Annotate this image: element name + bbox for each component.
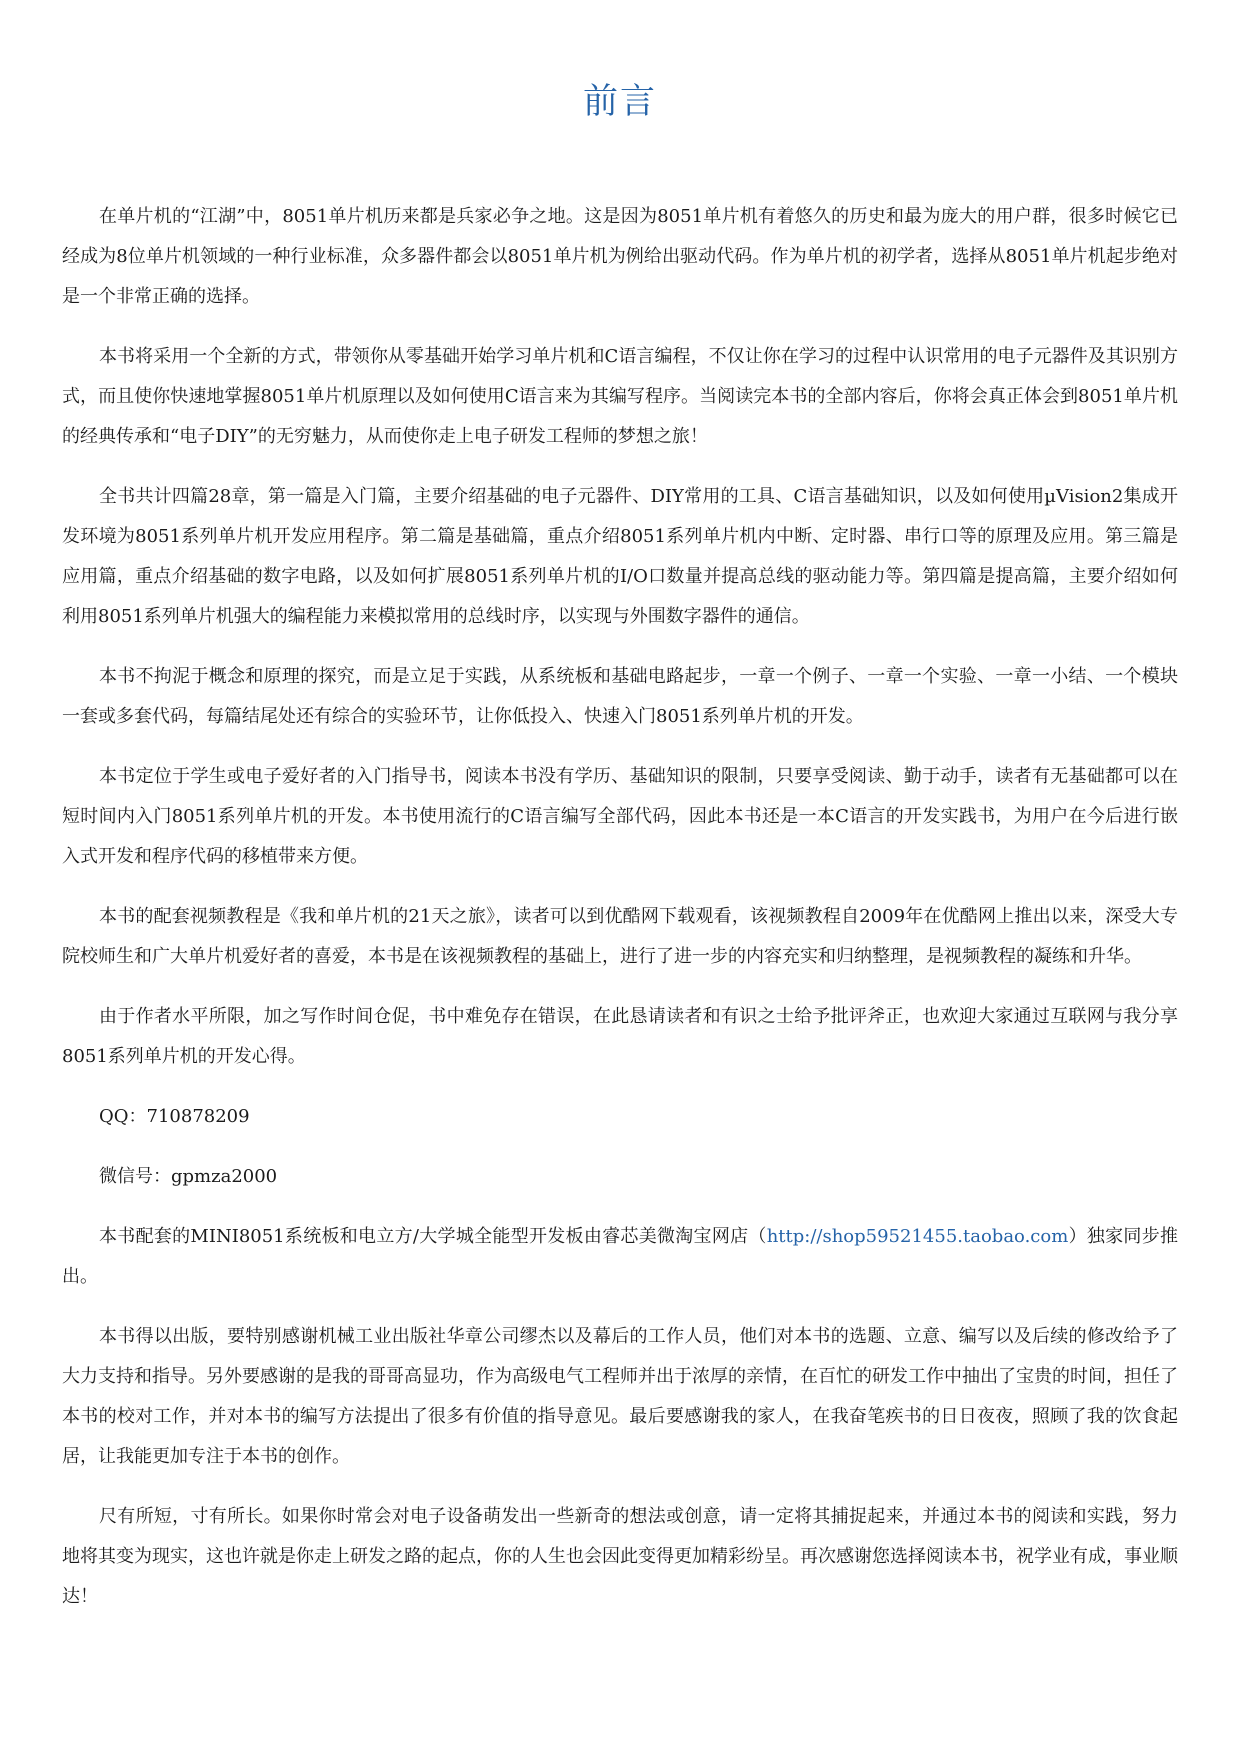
preface-body bbox=[62, 197, 1178, 1637]
shop-text-after: ）独家同步推出。 bbox=[62, 1226, 1178, 1287]
shop-link[interactable]: http://shop59521455.taobao.com bbox=[766, 1226, 1069, 1247]
paragraph-4: 本书不拘泥于概念和原理的探究，而是立足于实践，从系统板和基础电路起步，一章一个例子、一章一个实验、一章一小结、一个模块一套或多套代码，每篇结尾处还有综合的实验环节，让你低投入、快速入门8051系列单片机的开发。 bbox=[62, 666, 1178, 727]
paragraph-6: 本书的配套视频教程是《我和单片机的21天之旅》，读者可以到优酷网下载观看，该视频教程自2009年在优酷网上推出以来，深受大专院校师生和广大单片机爱好者的喜爱，本书是在该视频教程的基础上，进行了进一步的内容充实和归纳整理，是视频教程的凝练和升华。 bbox=[62, 906, 1178, 967]
paragraph-5: 本书定位于学生或电子爱好者的入门指导书，阅读本书没有学历、基础知识的限制，只要享受阅读、勤于动手，读者有无基础都可以在短时间内入门8051系列单片机的开发。本书使用流行的C语言编写全部代码，因此本书还是一本C语言的开发实践书，为用户在今后进行嵌入式开发和程序代码的移植带来方便。 bbox=[62, 766, 1178, 867]
acknowledgement-paragraph: 本书得以出版，要特别感谢机械工业出版社华章公司缪杰以及幕后的工作人员，他们对本书的选题、立意、编写以及后续的修改给予了大力支持和指导。另外要感谢的是我的哥哥高显功，作为高级电气工程师并出于浓厚的亲情，在百忙的研发工作中抽出了宝贵的时间，担任了本书的校对工作，并对本书的编写方法提出了很多有价值的指导意见。最后要感谢我的家人，在我奋笔疾书的日日夜夜，照顾了我的饮食起居，让我能更加专注于本书的创作。 bbox=[62, 1326, 1178, 1467]
contact-qq: QQ：710878209 bbox=[99, 1106, 250, 1127]
page-title: 前言 bbox=[582, 82, 657, 122]
contact-wechat: 微信号：gpmza2000 bbox=[99, 1166, 278, 1187]
paragraph-7: 由于作者水平所限，加之写作时间仓促，书中难免存在错误，在此恳请读者和有识之士给予批评斧正，也欢迎大家通过互联网与我分享8051系列单片机的开发心得。 bbox=[62, 1006, 1178, 1067]
paragraph-2: 本书将采用一个全新的方式，带领你从零基础开始学习单片机和C语言编程，不仅让你在学习的过程中认识常用的电子元器件及其识别方式，而且使你快速地掌握8051单片机原理以及如何使用C语言来为其编写程序。当阅读完本书的全部内容后，你将会真正体会到8051单片机的经典传承和“电子DIY”的无穷魅力，从而使你走上电子研发工程师的梦想之旅！ bbox=[62, 346, 1178, 447]
paragraph-3: 全书共计四篇28章，第一篇是入门篇，主要介绍基础的电子元器件、DIY常用的工具、C语言基础知识，以及如何使用µVision2集成开发环境为8051系列单片机开发应用程序。第二篇是基础篇，重点介绍8051系列单片机内中断、定时器、串行口等的原理及应用。第三篇是应用篇，重点介绍基础的数字电路，以及如何扩展8051系列单片机的I/O口数量并提高总线的驱动能力等。第四篇是提高篇，主要介绍如何利用8051系列单片机强大的编程能力来模拟常用的总线时序，以实现与外围数字器件的通信。 bbox=[62, 486, 1178, 627]
paragraph-1: 在单片机的“江湖”中，8051单片机历来都是兵家必争之地。这是因为8051单片机有着悠久的历史和最为庞大的用户群，很多时候它已经成为8位单片机领域的一种行业标准，众多器件都会以8051单片机为例给出驱动代码。作为单片机的初学者，选择从8051单片机起步绝对是一个非常正确的选择。 bbox=[62, 206, 1178, 307]
shop-paragraph bbox=[62, 1217, 1178, 1297]
shop-text-before: 本书配套的MINI8051系统板和电立方/大学城全能型开发板由睿芯美微淘宝网店（ bbox=[99, 1226, 767, 1247]
closing-paragraph: 尺有所短，寸有所长。如果你时常会对电子设备萌发出一些新奇的想法或创意，请一定将其捕捉起来，并通过本书的阅读和实践，努力地将其变为现实，这也许就是你走上研发之路的起点，你的人生也会因此变得更加精彩纷呈。再次感谢您选择阅读本书，祝学业有成，事业顺达！ bbox=[62, 1506, 1178, 1607]
